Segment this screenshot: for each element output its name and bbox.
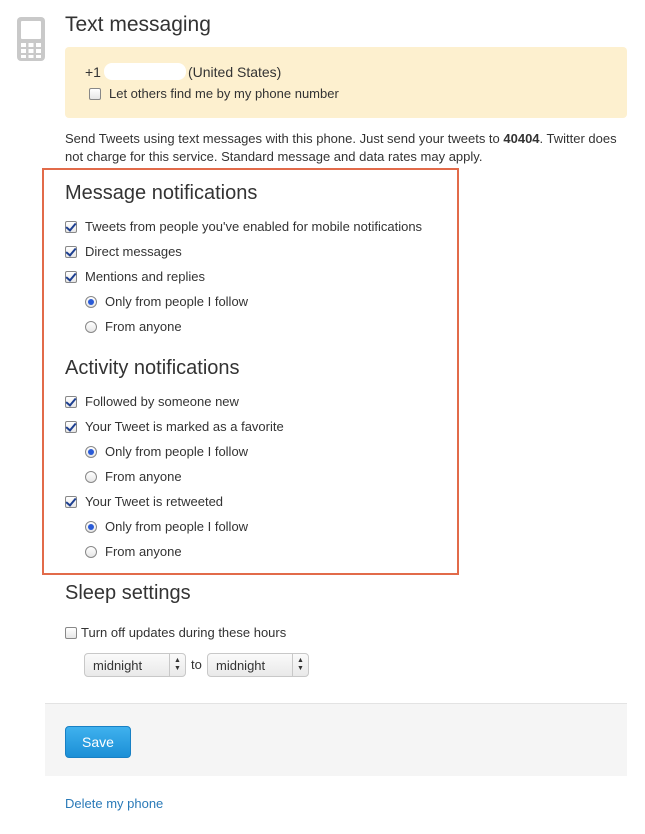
retweet-only-follow-radio[interactable] <box>85 521 97 533</box>
direct-messages-option[interactable]: Direct messages <box>65 244 182 259</box>
favorite-option[interactable]: Your Tweet is marked as a favorite <box>65 419 284 434</box>
message-notifications-heading: Message notifications <box>65 182 258 204</box>
phone-country: (United States) <box>187 64 282 80</box>
followed-checkbox[interactable] <box>65 396 77 408</box>
masked-phone-number <box>104 63 186 80</box>
delete-phone-link[interactable]: Delete my phone <box>65 796 164 811</box>
tweets-mobile-checkbox[interactable] <box>65 221 77 233</box>
favorite-anyone-radio[interactable] <box>85 471 97 483</box>
select-arrows-icon: ▲ ▼ <box>292 654 308 676</box>
phone-number-box <box>65 47 627 118</box>
find-me-label: Let others find me by my phone number <box>109 86 339 101</box>
followed-option[interactable]: Followed by someone new <box>65 394 239 409</box>
retweet-anyone-option[interactable]: From anyone <box>85 544 182 559</box>
sleep-settings-heading: Sleep settings <box>65 582 191 604</box>
find-me-option[interactable] <box>89 86 339 101</box>
mobile-phone-icon <box>16 16 46 62</box>
retweeted-option[interactable]: Your Tweet is retweeted <box>65 494 223 509</box>
activity-notifications-heading: Activity notifications <box>65 357 240 379</box>
direct-messages-checkbox[interactable] <box>65 246 77 258</box>
select-arrows-icon: ▲ ▼ <box>169 654 185 676</box>
text-messaging-description: Send Tweets using text messages with this phone. Just send your tweets to 40404. Twitter does not charge for this service. Standard message and data rates may apply. <box>65 131 617 164</box>
retweet-anyone-radio[interactable] <box>85 546 97 558</box>
mentions-only-follow-radio[interactable] <box>85 296 97 308</box>
mentions-anyone-option[interactable]: From anyone <box>85 319 182 334</box>
phone-number <box>85 63 281 80</box>
mentions-replies-option[interactable]: Mentions and replies <box>65 269 205 284</box>
save-button[interactable]: Save <box>65 726 131 758</box>
mentions-replies-checkbox[interactable] <box>65 271 77 283</box>
sleep-turn-off-option[interactable]: Turn off updates during these hours <box>65 625 286 640</box>
favorite-checkbox[interactable] <box>65 421 77 433</box>
text-messaging-heading: Text messaging <box>65 13 211 36</box>
favorite-only-follow-option[interactable]: Only from people I follow <box>85 444 248 459</box>
sleep-to-select[interactable]: midnight ▲ ▼ <box>207 653 309 677</box>
retweeted-checkbox[interactable] <box>65 496 77 508</box>
retweet-only-follow-option[interactable]: Only from people I follow <box>85 519 248 534</box>
short-code: 40404 <box>503 131 540 146</box>
mentions-anyone-radio[interactable] <box>85 321 97 333</box>
mentions-only-follow-option[interactable]: Only from people I follow <box>85 294 248 309</box>
find-me-checkbox[interactable] <box>89 88 101 100</box>
sleep-to-label: to <box>191 657 202 672</box>
favorite-anyone-option[interactable]: From anyone <box>85 469 182 484</box>
sleep-from-select[interactable]: midnight ▲ ▼ <box>84 653 186 677</box>
sleep-turn-off-checkbox[interactable] <box>65 627 77 639</box>
tweets-mobile-option[interactable]: Tweets from people you've enabled for mobile notifications <box>65 219 422 234</box>
favorite-only-follow-radio[interactable] <box>85 446 97 458</box>
phone-prefix: +1 <box>85 64 101 80</box>
save-panel <box>45 703 627 776</box>
